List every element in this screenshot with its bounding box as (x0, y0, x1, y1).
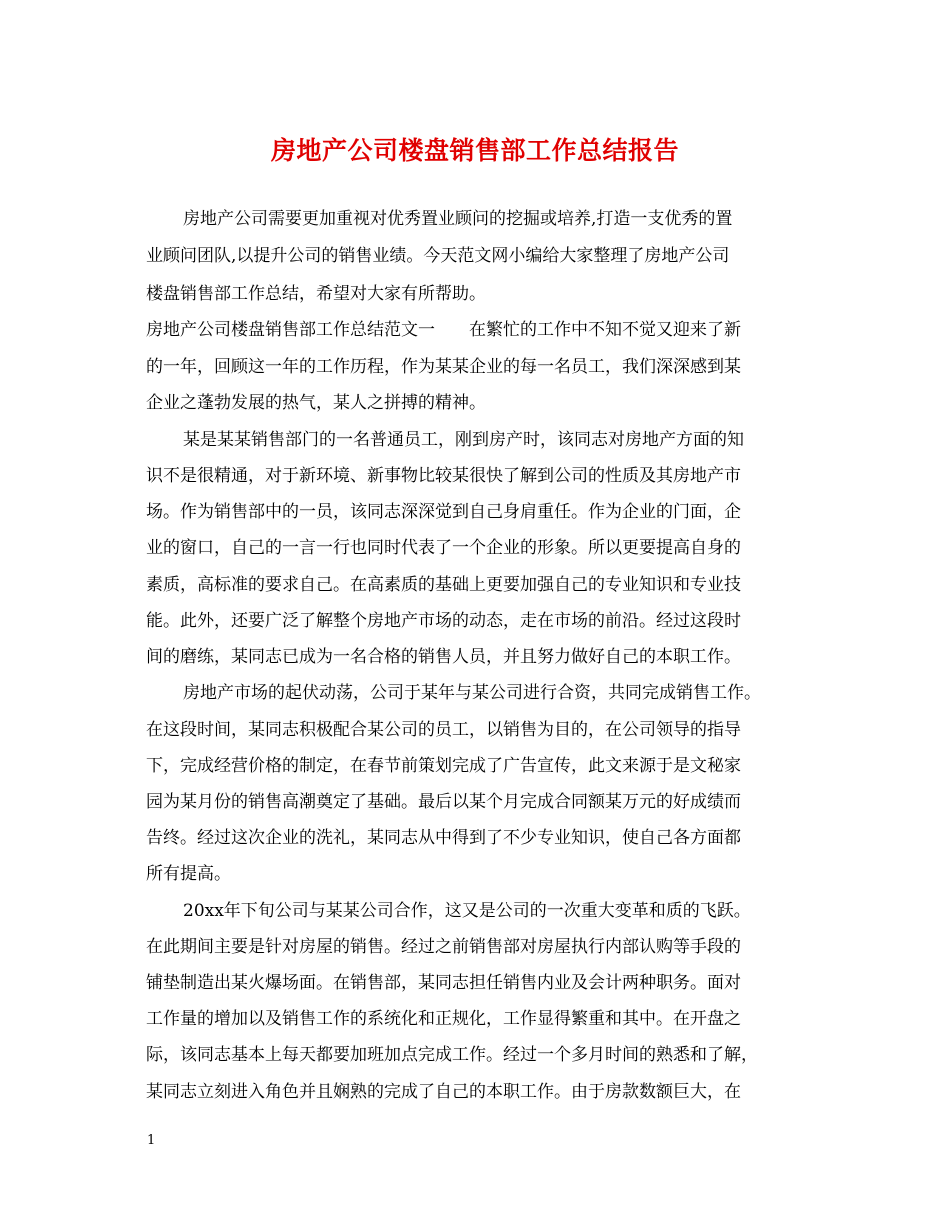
text-line: 房地产市场的起伏动荡，公司于某年与某公司进行合资，共同完成销售工作。 (183, 683, 761, 703)
text-line: 能。此外，还要广泛了解整个房地产市场的动态，走在市场的前沿。经过这段时 (146, 611, 741, 631)
text-line: 房地产公司需要更加重视对优秀置业顾问的挖掘或培养,打造一支优秀的置 (183, 209, 733, 229)
text-line: 所有提高。 (146, 864, 231, 884)
text-line: 业的窗口，自己的一言一行也同时代表了一个企业的形象。所以更要提高自身的 (146, 538, 741, 558)
text-line: 某同志立刻进入角色并且娴熟的完成了自己的本职工作。由于房款数额巨大，在 (146, 1082, 741, 1102)
text-line: 在此期间主要是针对房屋的销售。经过之前销售部对房屋执行内部认购等手段的 (146, 937, 741, 957)
page-number: 1 (147, 1133, 156, 1148)
text-line: 素质，高标准的要求自己。在高素质的基础上更要加强自己的专业知识和专业技 (146, 575, 741, 595)
text-line: 在这段时间，某同志积极配合某公司的员工，以销售为目的，在公司领导的指导 (146, 720, 741, 740)
document-title: 房地产公司楼盘销售部工作总结报告 (270, 136, 679, 165)
text-line: 业顾问团队,以提升公司的销售业绩。今天范文网小编给大家整理了房地产公司 (146, 246, 730, 266)
text-line: 下，完成经营价格的制定，在春节前策划完成了广告宣传，此文来源于是文秘家 (146, 756, 741, 776)
text-line: 20xx年下旬公司与某某公司合作，这又是公司的一次重大变革和质的飞跃。 (183, 901, 751, 921)
text-line: 工作量的增加以及销售工作的系统化和正规化，工作显得繁重和其中。在开盘之 (146, 1009, 741, 1029)
text-line: 际，该同志基本上每天都要加班加点完成工作。经过一个多月时间的熟悉和了解， (146, 1045, 758, 1065)
text-line: 楼盘销售部工作总结，希望对大家有所帮助。 (146, 284, 486, 304)
text-line: 园为某月份的销售高潮奠定了基础。最后以某个月完成合同额某万元的好成绩而 (146, 792, 741, 812)
text-line: 企业之蓬勃发展的热气，某人之拼搏的精神。 (146, 393, 486, 413)
text-line: 识不是很精通，对于新环境、新事物比较某很快了解到公司的性质及其房地产市 (146, 466, 741, 486)
text-line: 某是某某销售部门的一名普通员工，刚到房产时，该同志对房地产方面的知 (183, 430, 744, 450)
text-line: 房地产公司楼盘销售部工作总结范文一 在繁忙的工作中不知不觉又迎来了新 (146, 320, 741, 340)
text-line: 告终。经过这次企业的洗礼，某同志从中得到了不少专业知识，使自己各方面都 (146, 828, 741, 848)
text-line: 铺垫制造出某火爆场面。在销售部，某同志担任销售内业及会计两种职务。面对 (146, 973, 741, 993)
text-line: 的一年，回顾这一年的工作历程，作为某某企业的每一名员工，我们深深感到某 (146, 357, 741, 377)
text-line: 场。作为销售部中的一员，该同志深深觉到自己身肩重任。作为企业的门面，企 (146, 502, 741, 522)
text-line: 间的磨练，某同志已成为一名合格的销售人员，并且努力做好自己的本职工作。 (146, 647, 741, 667)
